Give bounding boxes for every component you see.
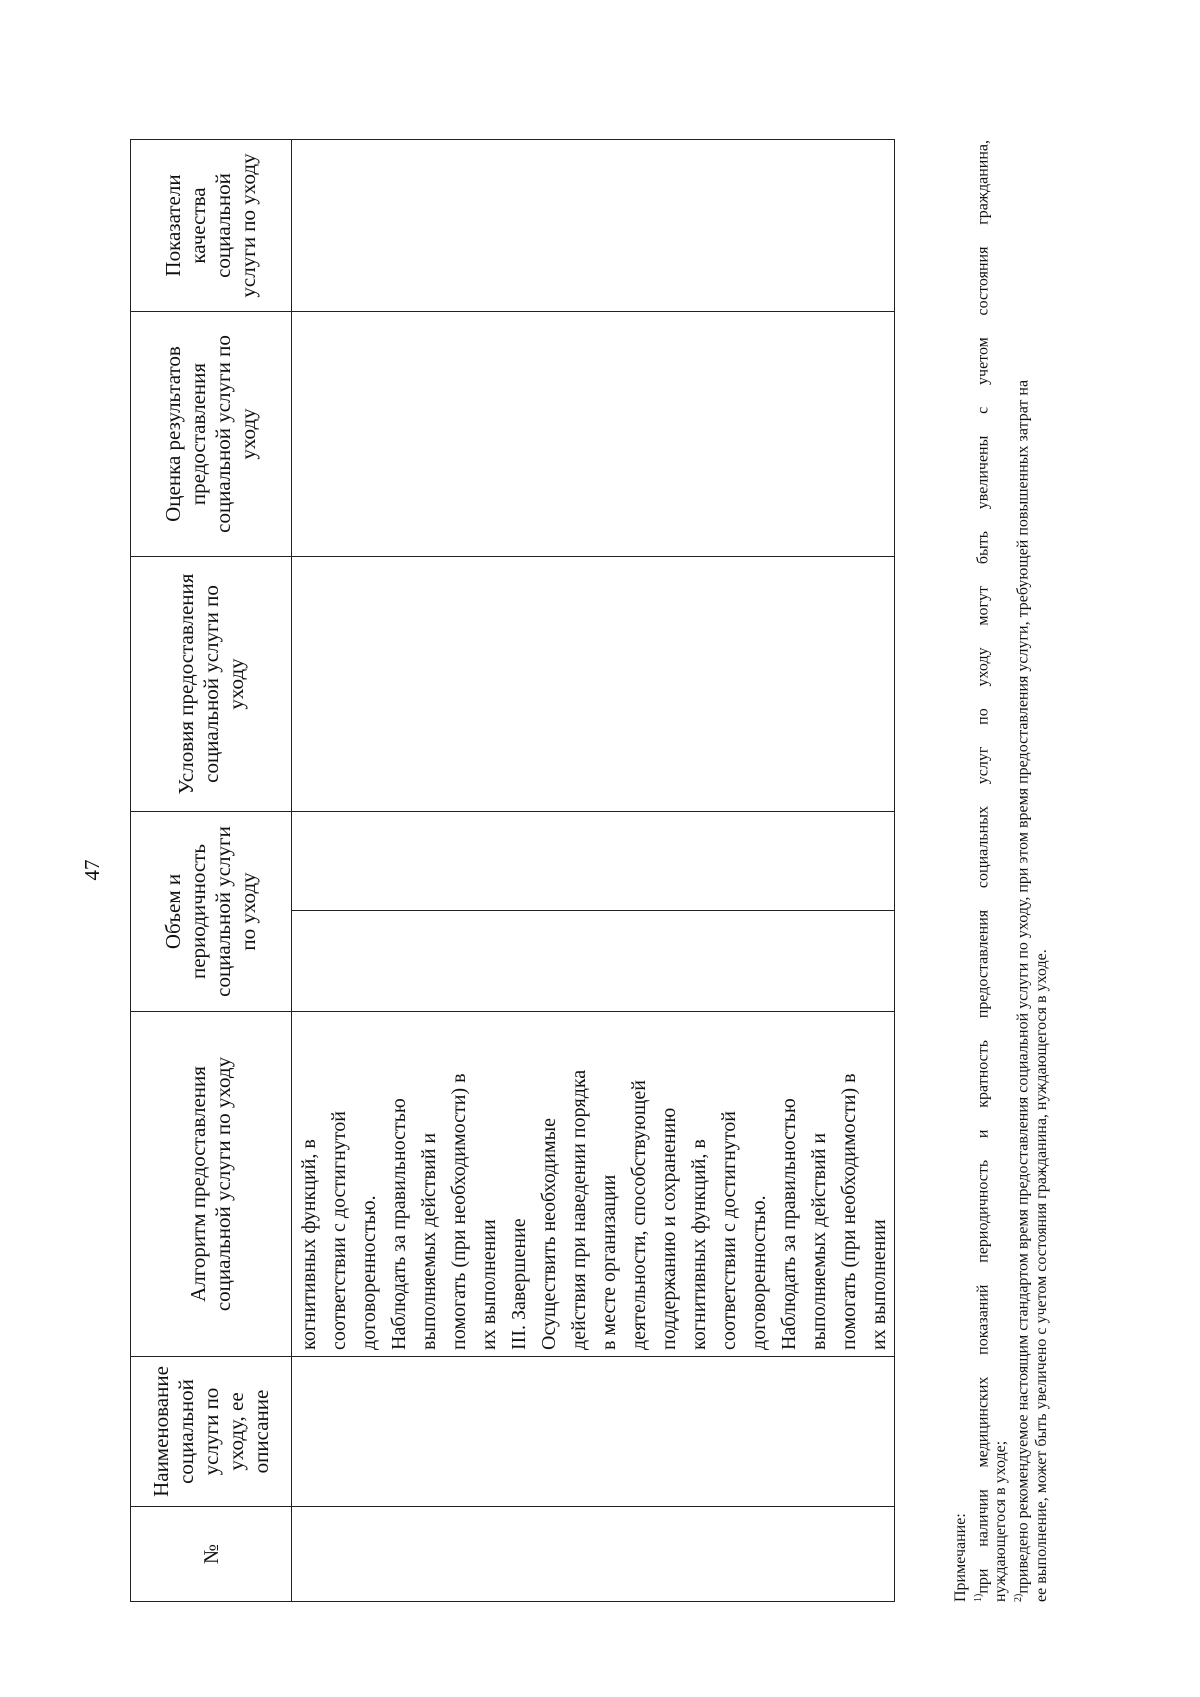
algorithm-line: соответствии с достигнутой [718,1111,740,1350]
cell-conditions [292,557,895,812]
algorithm-line: соответствии с достигнутой [328,1111,350,1350]
footnote-1-text: при наличии медицинских показаний периодичность и кратность предоставления социальных услуг по уходу могут быть увеличены с учетом состояния гражданина, [974,140,992,1594]
algorithm-line: поддержанию и сохранению [658,1107,680,1350]
footnotes [952,140,1051,1602]
algorithm-line: в месте организации [598,1174,620,1350]
table-header-row [131,140,292,1602]
cell-divider [292,911,894,912]
algorithm-line: Осуществить необходимые [538,1118,560,1350]
header-number: № [131,1507,292,1602]
footnote-2 [1010,140,1032,1602]
header-algorithm: Алгоритм предоставления социальной услуги по уходу [131,1012,292,1357]
algorithm-line: договоренностью. [358,1195,380,1350]
footnote-2-marker: 2) [1013,1593,1025,1602]
algorithm-line: Наблюдать за правильностью [388,1098,410,1350]
footnote-2-continuation: ее выполнение, может быть увеличено с учетом состояния гражданина, нуждающегося в уходе. [1032,949,1050,1602]
algorithm-line: Наблюдать за правильностью [778,1098,800,1350]
cell-results-assessment [292,312,895,557]
header-results-assessment: Оценка результатов предоставления социальной услуги по уходу [131,312,292,557]
algorithm-line: выполняемых действий и [808,1132,830,1350]
notes-heading: Примечание: [952,1513,969,1602]
footnote-1 [970,140,992,1602]
cell-quality-indicators [292,140,895,312]
footnote-1-continuation: нуждающегося в уходе; [992,1440,1010,1602]
algorithm-line: действия при наведении порядка [568,1069,590,1350]
algorithm-line: выполняемых действий и [418,1132,440,1350]
algorithm-line: помогать (при необходимости) в [448,1073,470,1350]
header-quality-indicators: Показатели качества социальной услуги по уходу [131,140,292,312]
table-row [292,140,895,1602]
header-conditions: Условия предоставления социальной услуги по уходу [131,557,292,812]
algorithm-line: деятельности, способствующей [628,1080,650,1350]
algorithm-line: договоренностью. [748,1195,770,1350]
cell-algorithm [292,1012,895,1357]
header-volume-periodicity: Объем и периодичность социальной услуги по уходу [131,812,292,1012]
cell-volume-periodicity [292,812,895,1012]
algorithm-line: помогать (при необходимости) в [838,1073,860,1350]
algorithm-line: их выполнении [478,1219,500,1350]
algorithm-line: когнитивных функций, в [688,1139,710,1350]
footnote-1-marker: 1) [973,1593,984,1602]
cell-number [292,1507,895,1602]
algorithm-line: когнитивных функций, в [298,1139,320,1350]
algorithm-line: III. Завершение [508,1218,530,1350]
page-number: 47 [80,859,104,881]
rotated-document-page [40,120,1050,1620]
algorithm-line: их выполнении [868,1219,890,1350]
header-service-name: Наименование социальной услуги по уходу, ее описание [131,1357,292,1507]
cell-service-name [292,1357,895,1507]
social-care-service-table [130,139,895,1602]
footnote-2-text: приведено рекомендуемое настоящим стандартом время предоставления социальной услуги по уходу, при этом время предоставления услуги, требующей повышенных затрат на [1014,379,1032,1594]
